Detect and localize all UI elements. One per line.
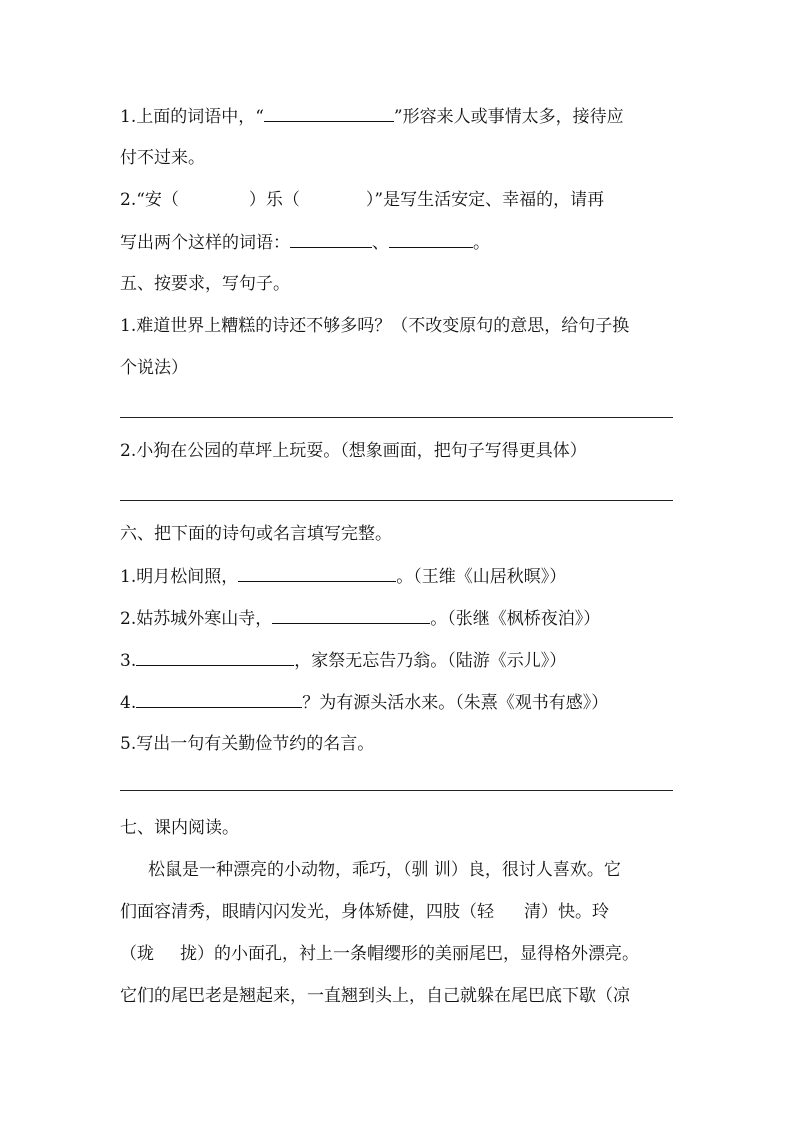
s6-l3-text-a: 3.	[120, 651, 137, 671]
s6-l2-text-a: 2.姑苏城外寒山寺，	[120, 609, 273, 629]
s4-q1-line2	[120, 145, 680, 171]
s6-l2-text-b: 。（张继《枫桥夜泊》）	[430, 609, 601, 629]
s6-l1-blank[interactable]	[238, 563, 396, 582]
s4-q2-line1	[120, 187, 680, 213]
s5-q1-answer-line[interactable]	[120, 417, 673, 418]
s4-q1-blank[interactable]	[264, 103, 394, 122]
s4-q1-text-b: ”形容来人或事情太多，接待应	[393, 107, 624, 127]
s4-q2-blank-1[interactable]	[290, 229, 372, 248]
s6-l2-blank[interactable]	[272, 605, 430, 624]
s6-line-2	[120, 605, 680, 631]
s5-q2: 2.小狗在公园的草坪上玩耍。（想象画面，把句子写得更具体）	[120, 441, 587, 461]
s6-line-5: 5.写出一句有关勤俭节约的名言。	[120, 734, 375, 754]
s4-q2-blank-2[interactable]	[389, 229, 473, 248]
s7-para-line-4: 它们的尾巴老是翘起来，一直翘到头上，自己就躲在尾巴底下歇（凉	[120, 986, 630, 1006]
s5-q2-answer-line[interactable]	[120, 500, 673, 501]
s4-q1-line1	[120, 103, 680, 129]
s6-l5-answer-line[interactable]	[120, 790, 673, 791]
s6-l4-blank[interactable]	[136, 689, 302, 708]
s7-p2-text-a: 们面容清秀，眼睛闪闪发光，身体矫健，四肢（轻	[120, 902, 494, 922]
s4-q2-text-e: 、	[372, 233, 389, 253]
s7-p2-text-b: 清）快。玲	[524, 902, 609, 922]
s4-q1-text-a: 1.上面的词语中，“	[120, 107, 264, 127]
s6-line-1	[120, 563, 680, 589]
s7-para-line-3	[120, 941, 680, 967]
s6-title: 六、把下面的诗句或名言填写完整。	[120, 524, 392, 544]
s7-p3-text-b: 拢）的小面孔，衬上一条帽缨形的美丽尾巴，显得格外漂亮。	[180, 944, 639, 964]
s4-q2-text-f: 。	[473, 233, 490, 253]
s4-q2-text-d: 写出两个这样的词语：	[120, 233, 290, 253]
s6-line-3	[120, 647, 680, 673]
s6-line-4	[120, 689, 680, 715]
s5-q1-line2: 个说法）	[120, 358, 188, 378]
s4-q2-text-b: ）乐（	[248, 190, 300, 210]
s4-q2-text-c: ）”是写生活安定、幸福的，请再	[365, 190, 605, 210]
s5-title: 五、按要求，写句子。	[120, 274, 290, 294]
s7-title: 七、课内阅读。	[120, 818, 239, 838]
s4-q1-text-c: 付不过来。	[120, 148, 205, 168]
s6-l4-text-b: ？为有源头活水来。（朱熹《观书有感》）	[302, 693, 609, 713]
s6-l1-text-b: 。（王维《山居秋暝》）	[396, 567, 567, 587]
s5-q1-line1: 1.难道世界上糟糕的诗还不够多吗？（不改变原句的意思，给句子换	[120, 316, 630, 336]
s4-q2-line2	[120, 229, 680, 255]
s7-para-line-2	[120, 899, 680, 925]
s4-q2-text-a: 2.“安（	[120, 190, 179, 210]
s6-l4-text-a: 4.	[120, 693, 137, 713]
s7-para-line-1: 松鼠是一种漂亮的小动物，乖巧，（驯 训）良，很讨人喜欢。它	[148, 860, 621, 880]
s6-l3-blank[interactable]	[136, 647, 294, 666]
s7-p3-text-a: （珑	[120, 944, 154, 964]
s6-l3-text-b: ，家祭无忘告乃翁。（陆游《示儿》）	[294, 651, 567, 671]
s6-l1-text-a: 1.明月松间照，	[120, 567, 239, 587]
